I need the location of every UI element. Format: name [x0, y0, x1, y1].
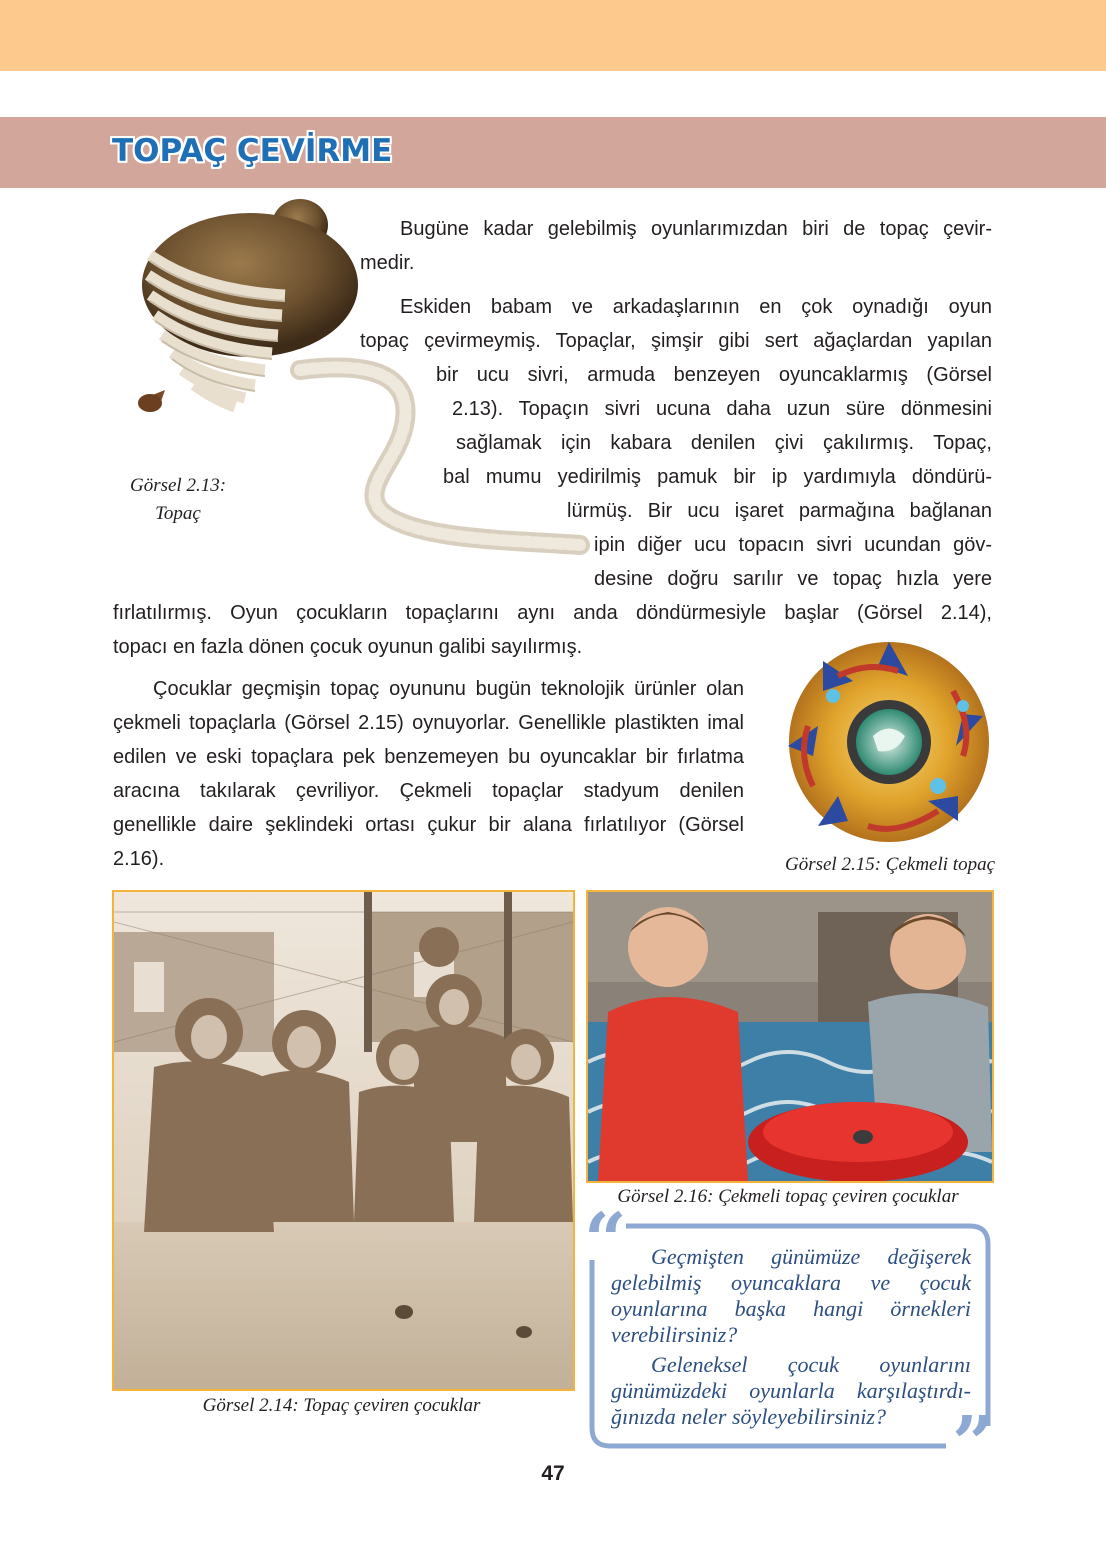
figure-2-15-caption: Görsel 2.15: Çekmeli topaç — [784, 854, 995, 875]
intro-line-1: Bugüne kadar gelebilmiş oyunlarımızdan biri de topaç çevir- — [400, 218, 992, 240]
question-2-line: ğınızda neler söyleyebilirsiniz? — [611, 1404, 886, 1429]
p2-line: sağlamak için kabara denilen çivi çakılırmış. Topaç, — [456, 432, 992, 454]
question-2-line: Geleneksel çocuk oyunlarını — [651, 1352, 971, 1377]
beyblade-illustration — [778, 636, 1000, 848]
photo-children-spinning-tops — [112, 890, 575, 1391]
p2-line: lürmüş. Bir ucu işaret parmağına bağlanan — [567, 500, 992, 522]
quote-open-mark: “ — [584, 1198, 627, 1284]
p2-line-last: topacı en fazla dönen çocuk oyunun galibi sayılırmış. — [113, 636, 583, 658]
p2-line: ipin diğer ucu topacın sivri ucundan göv- — [594, 534, 992, 556]
intro-line-2: medir. — [360, 252, 415, 274]
sepia-photo-illustration — [114, 892, 573, 1389]
p2-line: fırlatılırmış. Oyun çocukların topaçlarını aynı anda döndürmesiyle başlar (Görsel 2.14), — [113, 602, 992, 624]
figure-2-13-title: Topaç — [155, 503, 201, 524]
figure-2-14-caption: Görsel 2.14: Topaç çeviren çocuklar — [202, 1395, 481, 1416]
photo-children-beyblade-stadium — [586, 890, 994, 1183]
p2-line: bir ucu sivri, armuda benzeyen oyuncaklarmış (Görsel — [436, 364, 992, 386]
color-photo-illustration — [588, 892, 992, 1181]
top-color-band — [0, 0, 1106, 71]
p2-line: bal mumu yedirilmiş pamuk bir ip yardımıyla döndürü- — [443, 466, 992, 488]
figure-2-13-label: Görsel 2.13: — [129, 475, 227, 496]
p2-line: Eskiden babam ve arkadaşlarının en çok oynadığı oyun — [400, 296, 992, 318]
p2-line: 2.13). Topaçın sivri ucuna daha uzun süre dönmesini — [452, 398, 992, 420]
question-1: Geçmişten günümüze değişerek gelebilmiş oyuncaklara ve çocuk oyunlarına başka hangi örnekleri verebilirsiniz? — [611, 1244, 971, 1347]
page-number: 47 — [541, 1462, 565, 1485]
figure-2-13-caption — [118, 472, 238, 528]
question-2-line: günümüzdeki oyunlarla karşılaştırdı- — [611, 1378, 971, 1403]
quote-close-mark: ” — [952, 1401, 995, 1487]
page-title: TOPAÇ ÇEVİRME — [112, 133, 393, 169]
figure-2-16-caption: Görsel 2.16: Çekmeli topaç çeviren çocuklar — [617, 1186, 959, 1207]
p2-line: desine doğru sarılır ve topaç hızla yere — [594, 568, 992, 590]
p2-line: topaç çevirmeymiş. Topaçlar, şimşir gibi sert ağaçlardan yapılan — [360, 330, 992, 352]
paragraph-3: Çocuklar geçmişin topaç oyununu bugün teknolojik ürünler olan çekmeli topaçlarla (Görsel 2.15) oynuyorlar. Genellikle plastikten imal edilen ve eski topaçlara pek benzemeyen bu oyuncaklar bir fırlatma aracına takılarak çevriliyor. Çekmeli topaçlar stadyum denilen genellikle daire şeklindeki ortası çukur bir alana fırlatılıyor (Görsel 2.16). — [113, 678, 744, 870]
discussion-questions — [611, 1244, 971, 1430]
